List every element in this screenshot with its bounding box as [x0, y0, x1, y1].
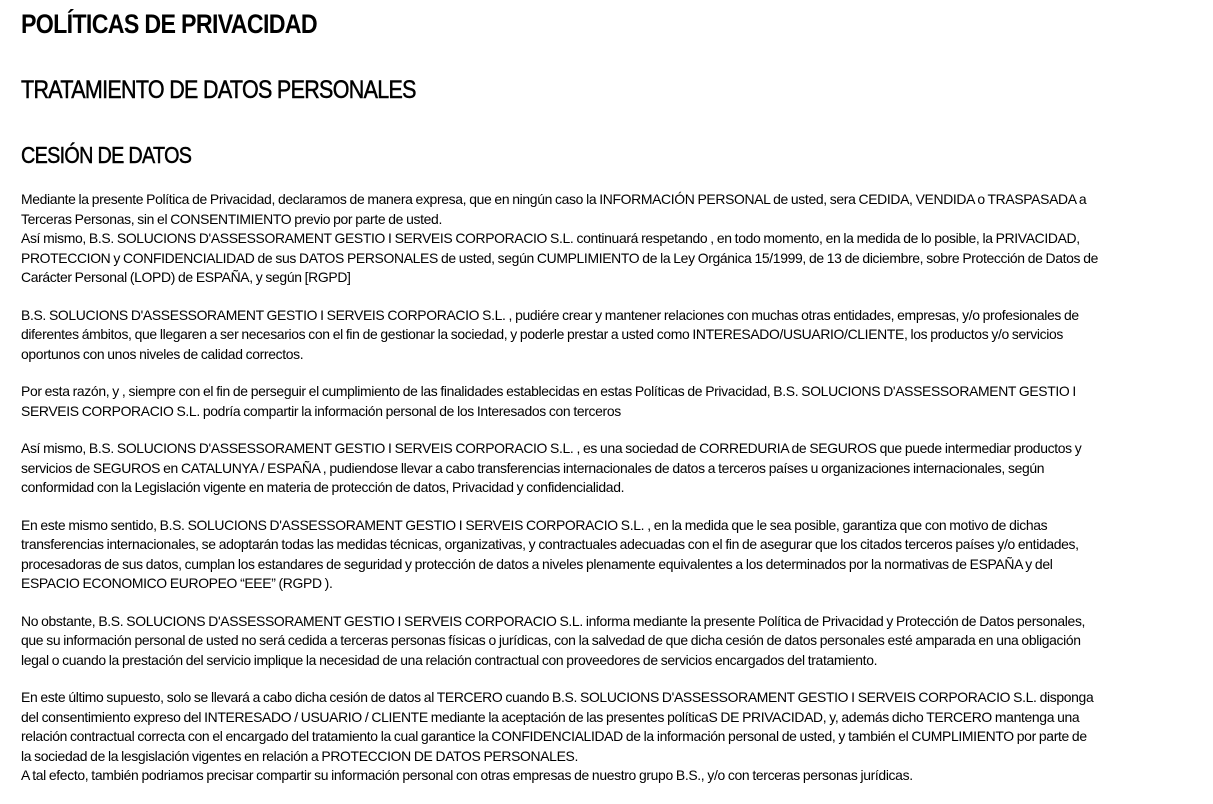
paragraph-line: legal o cuando la prestación del servicio implique la necesidad de una relación contractual con proveedores de servicios encargados del tratamiento.	[21, 651, 878, 668]
paragraph-line: En este mismo sentido, B.S. SOLUCIONS D'ASSESSORAMENT GESTIO I SERVEIS CORPORACIO S.L. , en la medida que le sea posible, garantiza que con motivo de dichas	[21, 516, 1048, 533]
paragraph-line: transferencias internacionales, se adoptarán todas las medidas técnicas, organizativas, y contractuales adecuadas con el fin de asegurar que los citados terceros países y/o entidades,	[21, 536, 1079, 552]
paragraph-line: oportunos con unos niveles de calidad correctos.	[21, 345, 304, 362]
policy-paragraph	[21, 190, 1190, 288]
paragraph-line: Mediante la presente Política de Privacidad, declaramos de manera expresa, que en ningún caso la INFORMACIÓN PERSONAL de usted, sera CEDIDA, VENDIDA o TRASPASADA a	[21, 191, 1087, 207]
paragraph-line: la sociedad de la lesgislación vigentes en relación a PROTECCION DE DATOS PERSONALES.	[21, 747, 578, 764]
paragraph-line: conformidad con la Legislación vigente en materia de protección de datos, Privacidad y confidencialidad.	[21, 479, 625, 495]
policy-paragraph	[21, 516, 1190, 594]
paragraph-line: del consentimiento expreso del INTERESADO / USUARIO / CLIENTE mediante la aceptación de las presentes políticaS DE PRIVACIDAD, y, además dicho TERCERO mantenga una	[21, 708, 1080, 725]
policy-paragraph	[21, 688, 1190, 786]
policy-paragraph	[21, 382, 1190, 421]
paragraph-line: Así mismo, B.S. SOLUCIONS D'ASSESSORAMENT GESTIO I SERVEIS CORPORACIO S.L. continuará respetando , en todo momento, en la medida de lo posible, la PRIVACIDAD,	[21, 230, 1080, 246]
paragraph-line: Carácter Personal (LOPD) de ESPAÑA, y según [RGPD]	[21, 269, 351, 285]
policy-body	[21, 190, 1196, 804]
policy-paragraph	[21, 612, 1190, 671]
paragraph-line: que su información personal de usted no será cedida a terceras personas físicas o jurídicas, con la salvedad de que dicha cesión de datos personales esté amparada en una obligación	[21, 632, 1081, 648]
page-title: POLÍTICAS DE PRIVACIDAD	[21, 9, 317, 39]
paragraph-line: Por esta razón, y , siempre con el fin de perseguir el cumplimiento de las finalidades establecidas en estas Políticas de Privacidad, B.S. SOLUCIONS D'ASSESSORAMENT GESTIO I	[21, 383, 1076, 399]
paragraph-line: No obstante, B.S. SOLUCIONS D'ASSESSORAMENT GESTIO I SERVEIS CORPORACIO S.L. informa mediante la presente Política de Privacidad y Protección de Datos personales,	[21, 612, 1086, 629]
paragraph-line: diferentes ámbitos, que llegaren a ser necesarios con el fin de gestionar la sociedad, y poderle prestar a usted como INTERESADO/USUARIO/CLIENTE, los productos y/o servicios	[21, 326, 1063, 342]
paragraph-line: Así mismo, B.S. SOLUCIONS D'ASSESSORAMENT GESTIO I SERVEIS CORPORACIO S.L. , es una sociedad de CORREDURIA de SEGUROS que puede intermediar productos y	[21, 440, 1082, 456]
paragraph-line: PROTECCION y CONFIDENCIALIDAD de sus DATOS PERSONALES de usted, según CUMPLIMIENTO de la Ley Orgánica 15/1999, de 13 de diciembre, sobre Protección de Datos de	[21, 249, 1098, 266]
paragraph-line: Terceras Personas, sin el CONSENTIMIENTO previo por parte de usted.	[21, 210, 442, 227]
paragraph-line: ESPACIO ECONOMICO EUROPEO “EEE” (RGPD ).	[21, 575, 333, 591]
paragraph-line: servicios de SEGUROS en CATALUNYA / ESPAÑA , pudiendose llevar a cabo transferencias internacionales de datos a terceros países u organizaciones internacionales, según	[21, 459, 1045, 476]
policy-paragraph	[21, 306, 1190, 365]
paragraph-line: procesadoras de sus datos, cumplan los estandares de seguridad y protección de datos a niveles plenamente equivalentes a los determinados por la normativas de ESPAÑA y del	[21, 555, 1053, 572]
section-title: CESIÓN DE DATOS	[21, 142, 192, 168]
paragraph-line: SERVEIS CORPORACIO S.L. podría compartir la información personal de los Interesados con terceros	[21, 402, 621, 419]
paragraph-line: B.S. SOLUCIONS D'ASSESSORAMENT GESTIO I SERVEIS CORPORACIO S.L. , pudiére crear y mantener relaciones con muchas otras entidades, empresas, y/o profesionales de	[21, 306, 1079, 323]
paragraph-line: A tal efecto, también podriamos precisar compartir su información personal con otras empresas de nuestro grupo B.S., y/o con terceras personas jurídicas.	[21, 767, 913, 783]
paragraph-line: En este último supuesto, solo se llevará a cabo dicha cesión de datos al TERCERO cuando B.S. SOLUCIONS D'ASSESSORAMENT GESTIO I SERVEIS CORPORACIO S.L. disponga	[21, 689, 1094, 705]
page-subtitle: TRATAMIENTO DE DATOS PERSONALES	[21, 76, 416, 104]
paragraph-line: relación contractual correcta con el encargado del tratamiento la cual garantice la CONFIDENCIALIDAD de la información personal de usted, y también el CUMPLIMIENTO por parte de	[21, 728, 1087, 744]
policy-paragraph	[21, 439, 1190, 498]
